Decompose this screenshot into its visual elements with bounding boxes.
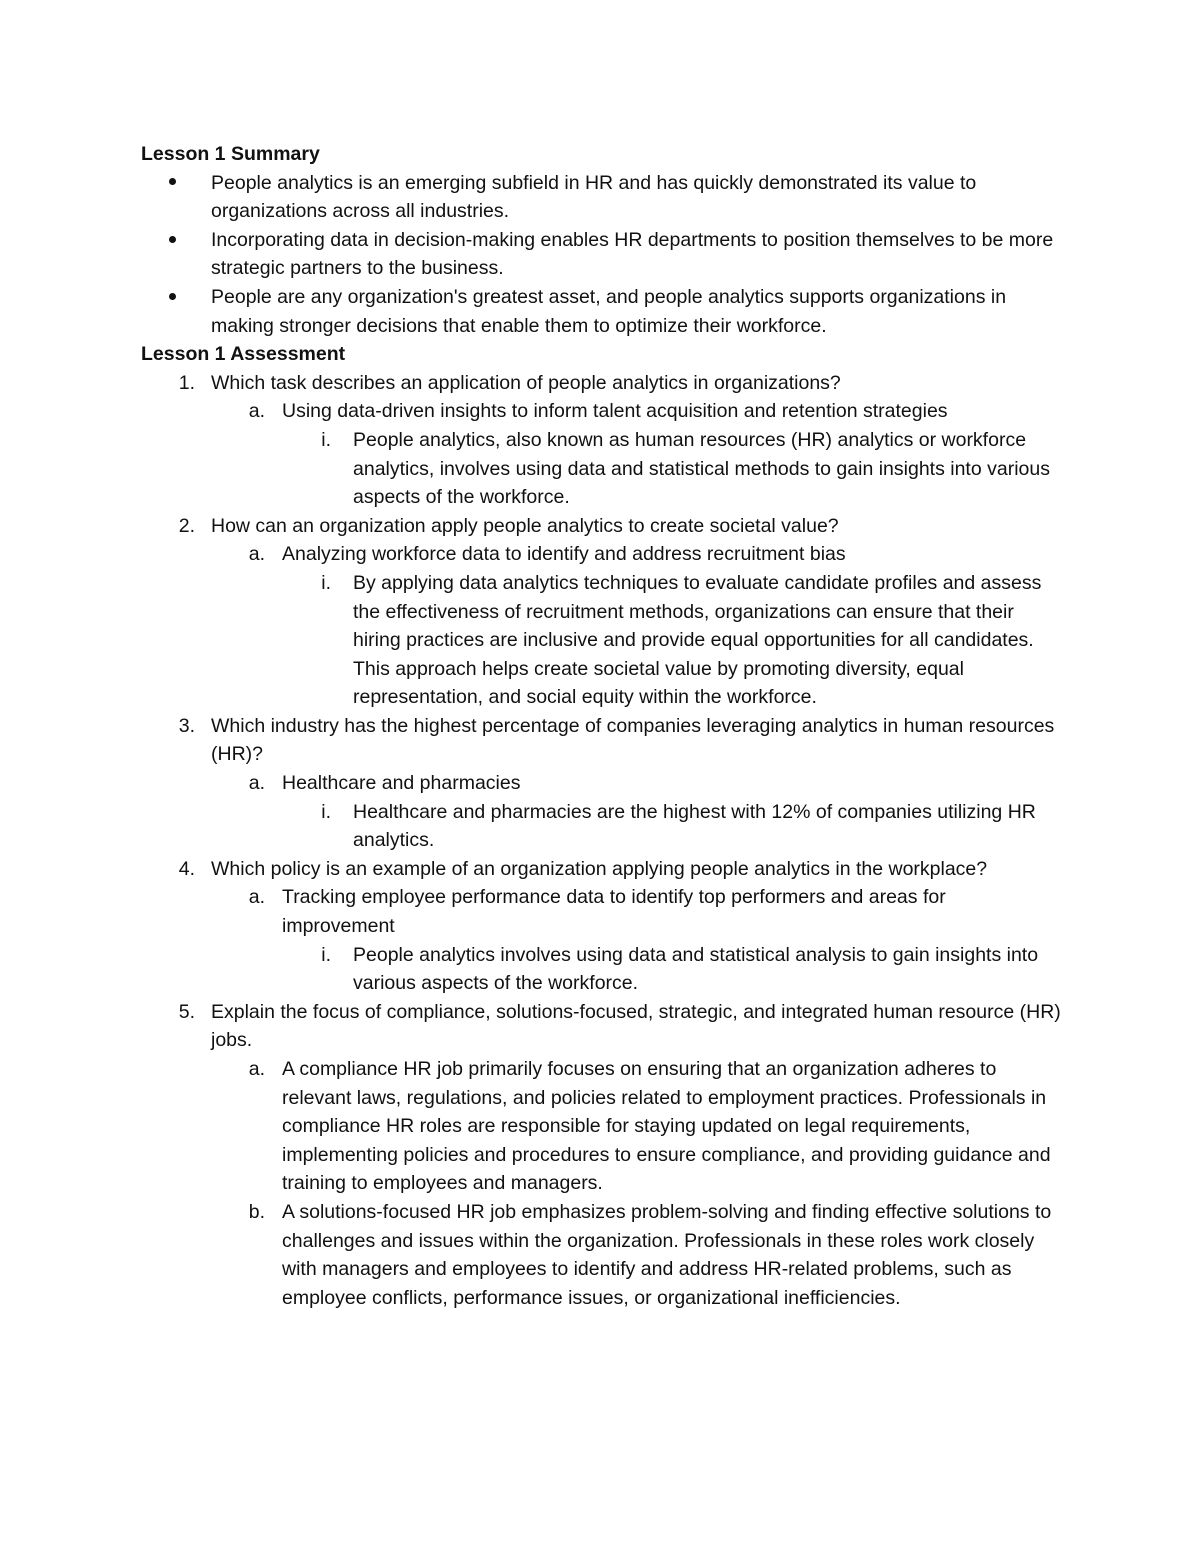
- answer-item: [141, 1055, 1061, 1198]
- list-item-text: Which task describes an application of people analytics in organizations?: [211, 371, 841, 394]
- bullet-icon: [169, 226, 195, 255]
- answer-item: [141, 883, 1061, 940]
- answer-explanation: [141, 798, 1061, 855]
- question-item: [141, 998, 1061, 1055]
- answer-item: [141, 769, 1061, 798]
- summary-list: [141, 169, 1061, 341]
- assessment-list: [141, 369, 1061, 1313]
- list-item-text: By applying data analytics techniques to evaluate candidate profiles and assess the effectiveness of recruitment methods, organizations can ensure that their hiring practices are inclusive and provide equal opportunities for all candidates. This approach helps create societal value by promoting diversity, equal representation, and social equity within the workforce.: [353, 571, 1042, 709]
- list-item-text: How can an organization apply people analytics to create societal value?: [211, 514, 839, 537]
- list-item-text: Healthcare and pharmacies: [282, 772, 521, 795]
- list-item-text: People analytics, also known as human resources (HR) analytics or workforce analytics, involves using data and statistical methods to gain insights into various aspects of the workforce.: [353, 428, 1050, 509]
- list-marker: 2.: [178, 514, 195, 537]
- bullet-dot-icon: [169, 236, 176, 243]
- list-marker: i.: [321, 571, 331, 594]
- answer-explanation: [141, 426, 1061, 512]
- list-item-text: Explain the focus of compliance, solutions-focused, strategic, and integrated human resource (HR) jobs.: [211, 1000, 1061, 1052]
- list-item-text: Which industry has the highest percentage of companies leveraging analytics in human resources (HR)?: [211, 714, 1055, 766]
- list-marker: a.: [248, 400, 265, 423]
- bullet-dot-icon: [169, 178, 176, 185]
- list-marker: i.: [321, 428, 331, 451]
- answer-item: [141, 397, 1061, 426]
- list-marker: b.: [248, 1200, 265, 1223]
- answer-item: [141, 1198, 1061, 1312]
- list-marker: 1.: [178, 371, 195, 394]
- list-marker: i.: [321, 800, 331, 823]
- list-item-text: Which policy is an example of an organization applying people analytics in the workplace?: [211, 857, 988, 880]
- list-marker: a.: [248, 1058, 265, 1080]
- list-item-text: Using data-driven insights to inform talent acquisition and retention strategies: [282, 400, 948, 423]
- list-marker: i.: [321, 943, 331, 966]
- list-marker: a.: [248, 772, 265, 795]
- bullet-dot-icon: [169, 293, 176, 300]
- question-item: [141, 855, 1061, 884]
- bullet-icon: [169, 283, 195, 312]
- list-item-text: Tracking employee performance data to identify top performers and areas for improvement: [282, 886, 946, 938]
- bullet-icon: [169, 169, 195, 198]
- question-item: [141, 369, 1061, 398]
- list-item-text: A solutions-focused HR job emphasizes problem-solving and finding effective solutions to challenges and issues within the organization. Professionals in these roles work closely with managers and employees to identify and address HR-related problems, such as employee conflicts, performance issues, or organizational inefficiencies.: [282, 1200, 1052, 1309]
- question-item: [141, 712, 1061, 769]
- summary-bullet: [141, 226, 1061, 283]
- answer-item: [141, 540, 1061, 569]
- list-marker: 3.: [178, 714, 195, 737]
- list-item-text: Healthcare and pharmacies are the highest with 12% of companies utilizing HR analytics.: [353, 800, 1036, 852]
- list-marker: a.: [248, 543, 265, 566]
- list-item-text: People analytics is an emerging subfield in HR and has quickly demonstrated its value to organizations across all industries.: [211, 171, 977, 223]
- list-item-text: A compliance HR job primarily focuses on ensuring that an organization adheres to relevant laws, regulations, and policies related to employment practices. Professionals in compliance HR roles are responsible for staying updated on legal requirements, implementing policies and procedures to ensure compliance, and providing guidance and training to employees and managers.: [282, 1058, 1051, 1195]
- summary-bullet: [141, 169, 1061, 226]
- answer-explanation: [141, 941, 1061, 998]
- list-item-text: People analytics involves using data and statistical analysis to gain insights into various aspects of the workforce.: [353, 943, 1039, 995]
- list-marker: a.: [248, 886, 265, 909]
- list-item-text: People are any organization's greatest asset, and people analytics supports organizations in making stronger decisions that enable them to optimize their workforce.: [211, 285, 1007, 337]
- list-item-text: Incorporating data in decision-making enables HR departments to position themselves to be more strategic partners to the business.: [211, 228, 1054, 280]
- list-item-text: Analyzing workforce data to identify and address recruitment bias: [282, 543, 846, 566]
- summary-heading: Lesson 1 Summary: [141, 143, 320, 165]
- question-item: [141, 512, 1061, 541]
- list-marker: 5.: [178, 1000, 195, 1023]
- answer-explanation: [141, 569, 1061, 712]
- assessment-heading: Lesson 1 Assessment: [141, 343, 346, 366]
- summary-bullet: [141, 283, 1061, 340]
- list-marker: 4.: [178, 857, 195, 880]
